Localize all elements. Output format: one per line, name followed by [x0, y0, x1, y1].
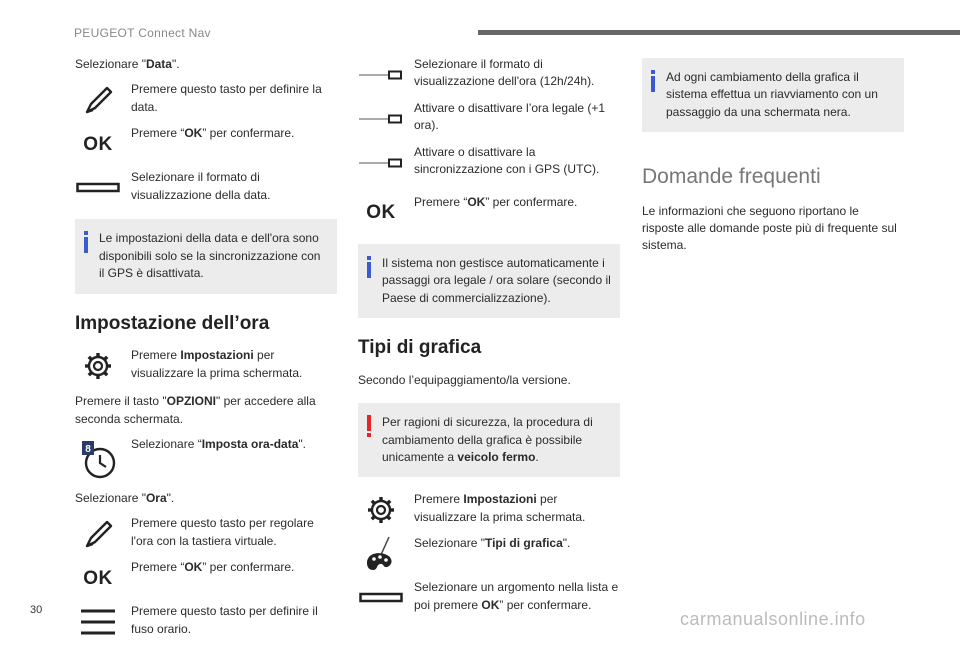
info-box-dst — [358, 244, 620, 318]
pencil-icon — [75, 515, 121, 553]
row-text: Selezionare "Tipi di grafica". — [414, 536, 571, 551]
warning-icon — [367, 415, 371, 437]
row-text: Premere “OK” per confermare. — [131, 560, 295, 575]
settings-gear-icon — [358, 491, 404, 529]
select-ora-text: Selezionare "Ora". — [75, 490, 175, 505]
time-format-row — [358, 56, 620, 92]
ok-row-1 — [75, 125, 337, 161]
list-icon — [75, 603, 121, 641]
settings-row — [75, 347, 337, 383]
row-text: Attivare o disattivare la sincronizzazione con i GPS (UTC). — [414, 145, 600, 177]
ok-row-2 — [75, 559, 337, 595]
column-2 — [358, 56, 620, 623]
toggle-bar-icon — [75, 169, 121, 207]
ok-icon: OK — [83, 567, 113, 589]
section-heading-ora: Impostazione dell’ora — [75, 312, 270, 334]
warning-text: Per ragioni di sicurezza, la procedura di cambiamento della grafica è possibile unicamente a veicolo fermo. — [382, 415, 593, 464]
settings-gear-icon — [75, 347, 121, 385]
options-text: Premere il tasto "OPZIONI" per accedere alla seconda schermata. — [75, 394, 316, 426]
faq-intro: Le informazioni che seguono riportano le risposte alle domande poste più di frequente sul sistema. — [642, 203, 897, 253]
timezone-row — [75, 603, 337, 639]
info-icon — [367, 256, 371, 278]
header-title: PEUGEOT Connect Nav — [74, 26, 211, 40]
toggle-bar-icon — [358, 579, 404, 617]
pencil-icon — [75, 81, 121, 119]
column-1 — [75, 56, 337, 647]
info-text: Il sistema non gestisce automaticamente i passaggi ora legale / ora solare (secondo il Paese di commercializzazione). — [382, 256, 611, 305]
info-box-restart — [642, 58, 904, 132]
column-3 — [642, 56, 904, 255]
date-format-row — [75, 169, 337, 205]
header-bar — [478, 30, 960, 35]
clock-icon — [75, 436, 121, 482]
row-text: Selezionare un argomento nella lista e poi premere OK” per confermare. — [414, 580, 619, 612]
row-text: Premere “OK” per confermare. — [131, 126, 295, 141]
toggle-bar-icon — [358, 56, 404, 94]
palette-icon — [358, 535, 404, 573]
toggle-bar-icon — [358, 144, 404, 182]
ok-icon: OK — [83, 133, 113, 155]
warning-box — [358, 403, 620, 477]
select-data-text: Selezionare "Data". — [75, 57, 180, 71]
info-icon — [84, 231, 88, 253]
list-row — [358, 579, 620, 615]
row-text: Premere Impostazioni per visualizzare la prima schermata. — [131, 348, 303, 380]
pencil-row-time — [75, 515, 337, 551]
row-text: Selezionare il formato di visualizzazione della data. — [131, 170, 271, 202]
row-text: Attivare o disattivare l’ora legale (+1 ora). — [414, 101, 606, 133]
pencil-row-date — [75, 81, 337, 117]
settings-row-2 — [358, 491, 620, 527]
row-text: Premere questo tasto per definire il fuso orario. — [131, 604, 318, 636]
watermark: carmanualsonline.info — [680, 609, 866, 629]
toggle-bar-icon — [358, 100, 404, 138]
clock-row — [75, 436, 337, 480]
ok-icon: OK — [366, 202, 396, 224]
page-number: 30 — [30, 604, 43, 616]
gps-row — [358, 144, 620, 180]
grafica-intro: Secondo l’equipaggiamento/la versione. — [358, 372, 571, 387]
info-icon — [651, 70, 655, 92]
row-text: Premere “OK” per confermare. — [414, 195, 578, 209]
row-text: Premere questo tasto per definire la data. — [131, 82, 322, 114]
dst-row — [358, 100, 620, 136]
palette-row — [358, 535, 620, 571]
clock-badge: 8 — [85, 443, 91, 455]
info-text: Le impostazioni della data e dell'ora sono disponibili solo se la sincronizzazione con il GPS è disattivata. — [99, 231, 321, 281]
ok-row-3 — [358, 194, 620, 230]
row-text: Selezionare “Imposta ora-data". — [131, 436, 306, 451]
row-text: Selezionare il formato di visualizzazione dell'ora (12h/24h). — [414, 57, 595, 89]
section-heading-faq: Domande frequenti — [642, 165, 821, 189]
info-box-gps — [75, 219, 337, 293]
row-text: Premere questo tasto per regolare l'ora con la tastiera virtuale. — [131, 516, 314, 548]
section-heading-grafica: Tipi di grafica — [358, 337, 482, 359]
info-text: Ad ogni cambiamento della grafica il sistema effettua un riavviamento con un passaggio da una schermata nera. — [666, 70, 878, 119]
row-text: Premere Impostazioni per visualizzare la prima schermata. — [414, 492, 586, 524]
